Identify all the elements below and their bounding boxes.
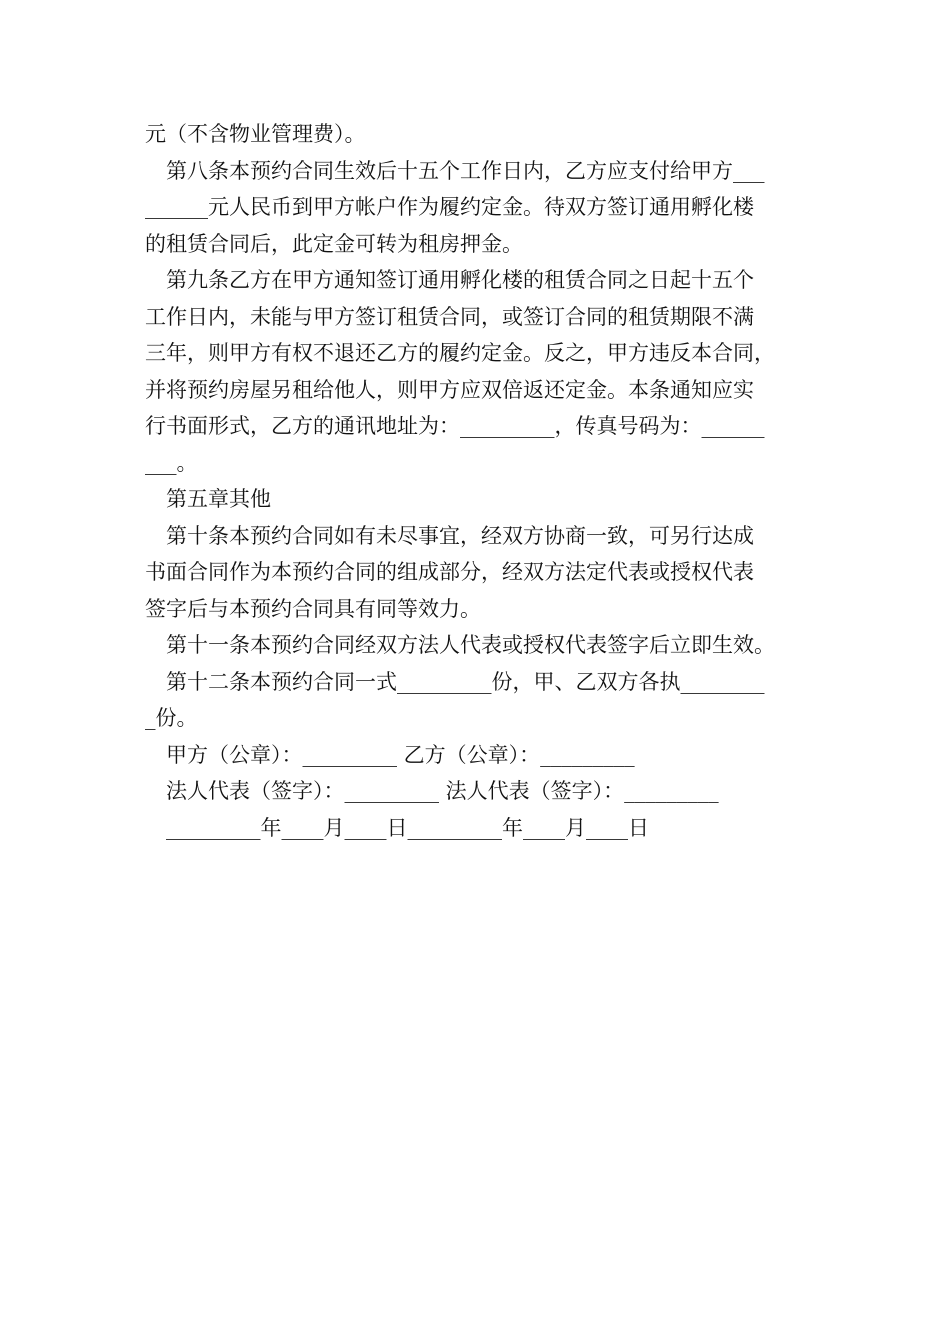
article-9-line-1: 第九条乙方在甲方通知签订通用孵化楼的租赁合同之日起十五个 — [166, 268, 754, 292]
article-9-line-2: 工作日内，未能与甲方签订租赁合同，或签订合同的租赁期限不满 — [145, 304, 754, 329]
article-10-line-1: 第十条本预约合同如有未尽事宜，经双方协商一致，可另行达成 — [166, 523, 754, 548]
article-10-line-3: 签字后与本预约合同具有同等效力。 — [145, 596, 481, 621]
article-11-line: 第十一条本预约合同经双方法人代表或授权代表签字后立即生效。 — [166, 633, 775, 657]
party-seal-line: 甲方（公章）：_________ 乙方（公章）：_________ — [166, 742, 635, 767]
date-line: _________年____月____日_________年____月____日 — [166, 815, 649, 840]
article-9-line-4: 并将预约房屋另租给他人，则甲方应双倍返还定金。本条通知应实 — [145, 377, 754, 402]
contract-body — [145, 116, 810, 846]
article-8-line-2: ______元人民币到甲方帐户作为履约定金。待双方签订通用孵化楼 — [145, 195, 754, 219]
article-8-line-1: 第八条本预约合同生效后十五个工作日内，乙方应支付给甲方___ — [166, 158, 765, 183]
article-12-line-2: _份。 — [145, 706, 198, 730]
article-9-line-6: ___。 — [145, 450, 198, 475]
article-10-line-2: 书面合同作为本预约合同的组成部分，经双方法定代表或授权代表 — [145, 560, 754, 584]
article-12-line-1: 第十二条本预约合同一式_________份，甲、乙双方各执________ — [166, 669, 765, 694]
text-line: 元（不含物业管理费）。 — [145, 122, 366, 146]
article-9-line-3: 三年，则甲方有权不退还乙方的履约定金。反之，甲方违反本合同， — [145, 341, 775, 365]
legal-rep-signature-line: 法人代表（签字）：_________ 法人代表（签字）：_________ — [166, 779, 719, 803]
article-8-line-3: 的租赁合同后，此定金可转为租房押金。 — [145, 231, 523, 256]
article-9-line-5: 行书面形式，乙方的通讯地址为：_________，传真号码为：______ — [145, 414, 765, 438]
chapter-5-heading: 第五章其他 — [166, 487, 271, 511]
